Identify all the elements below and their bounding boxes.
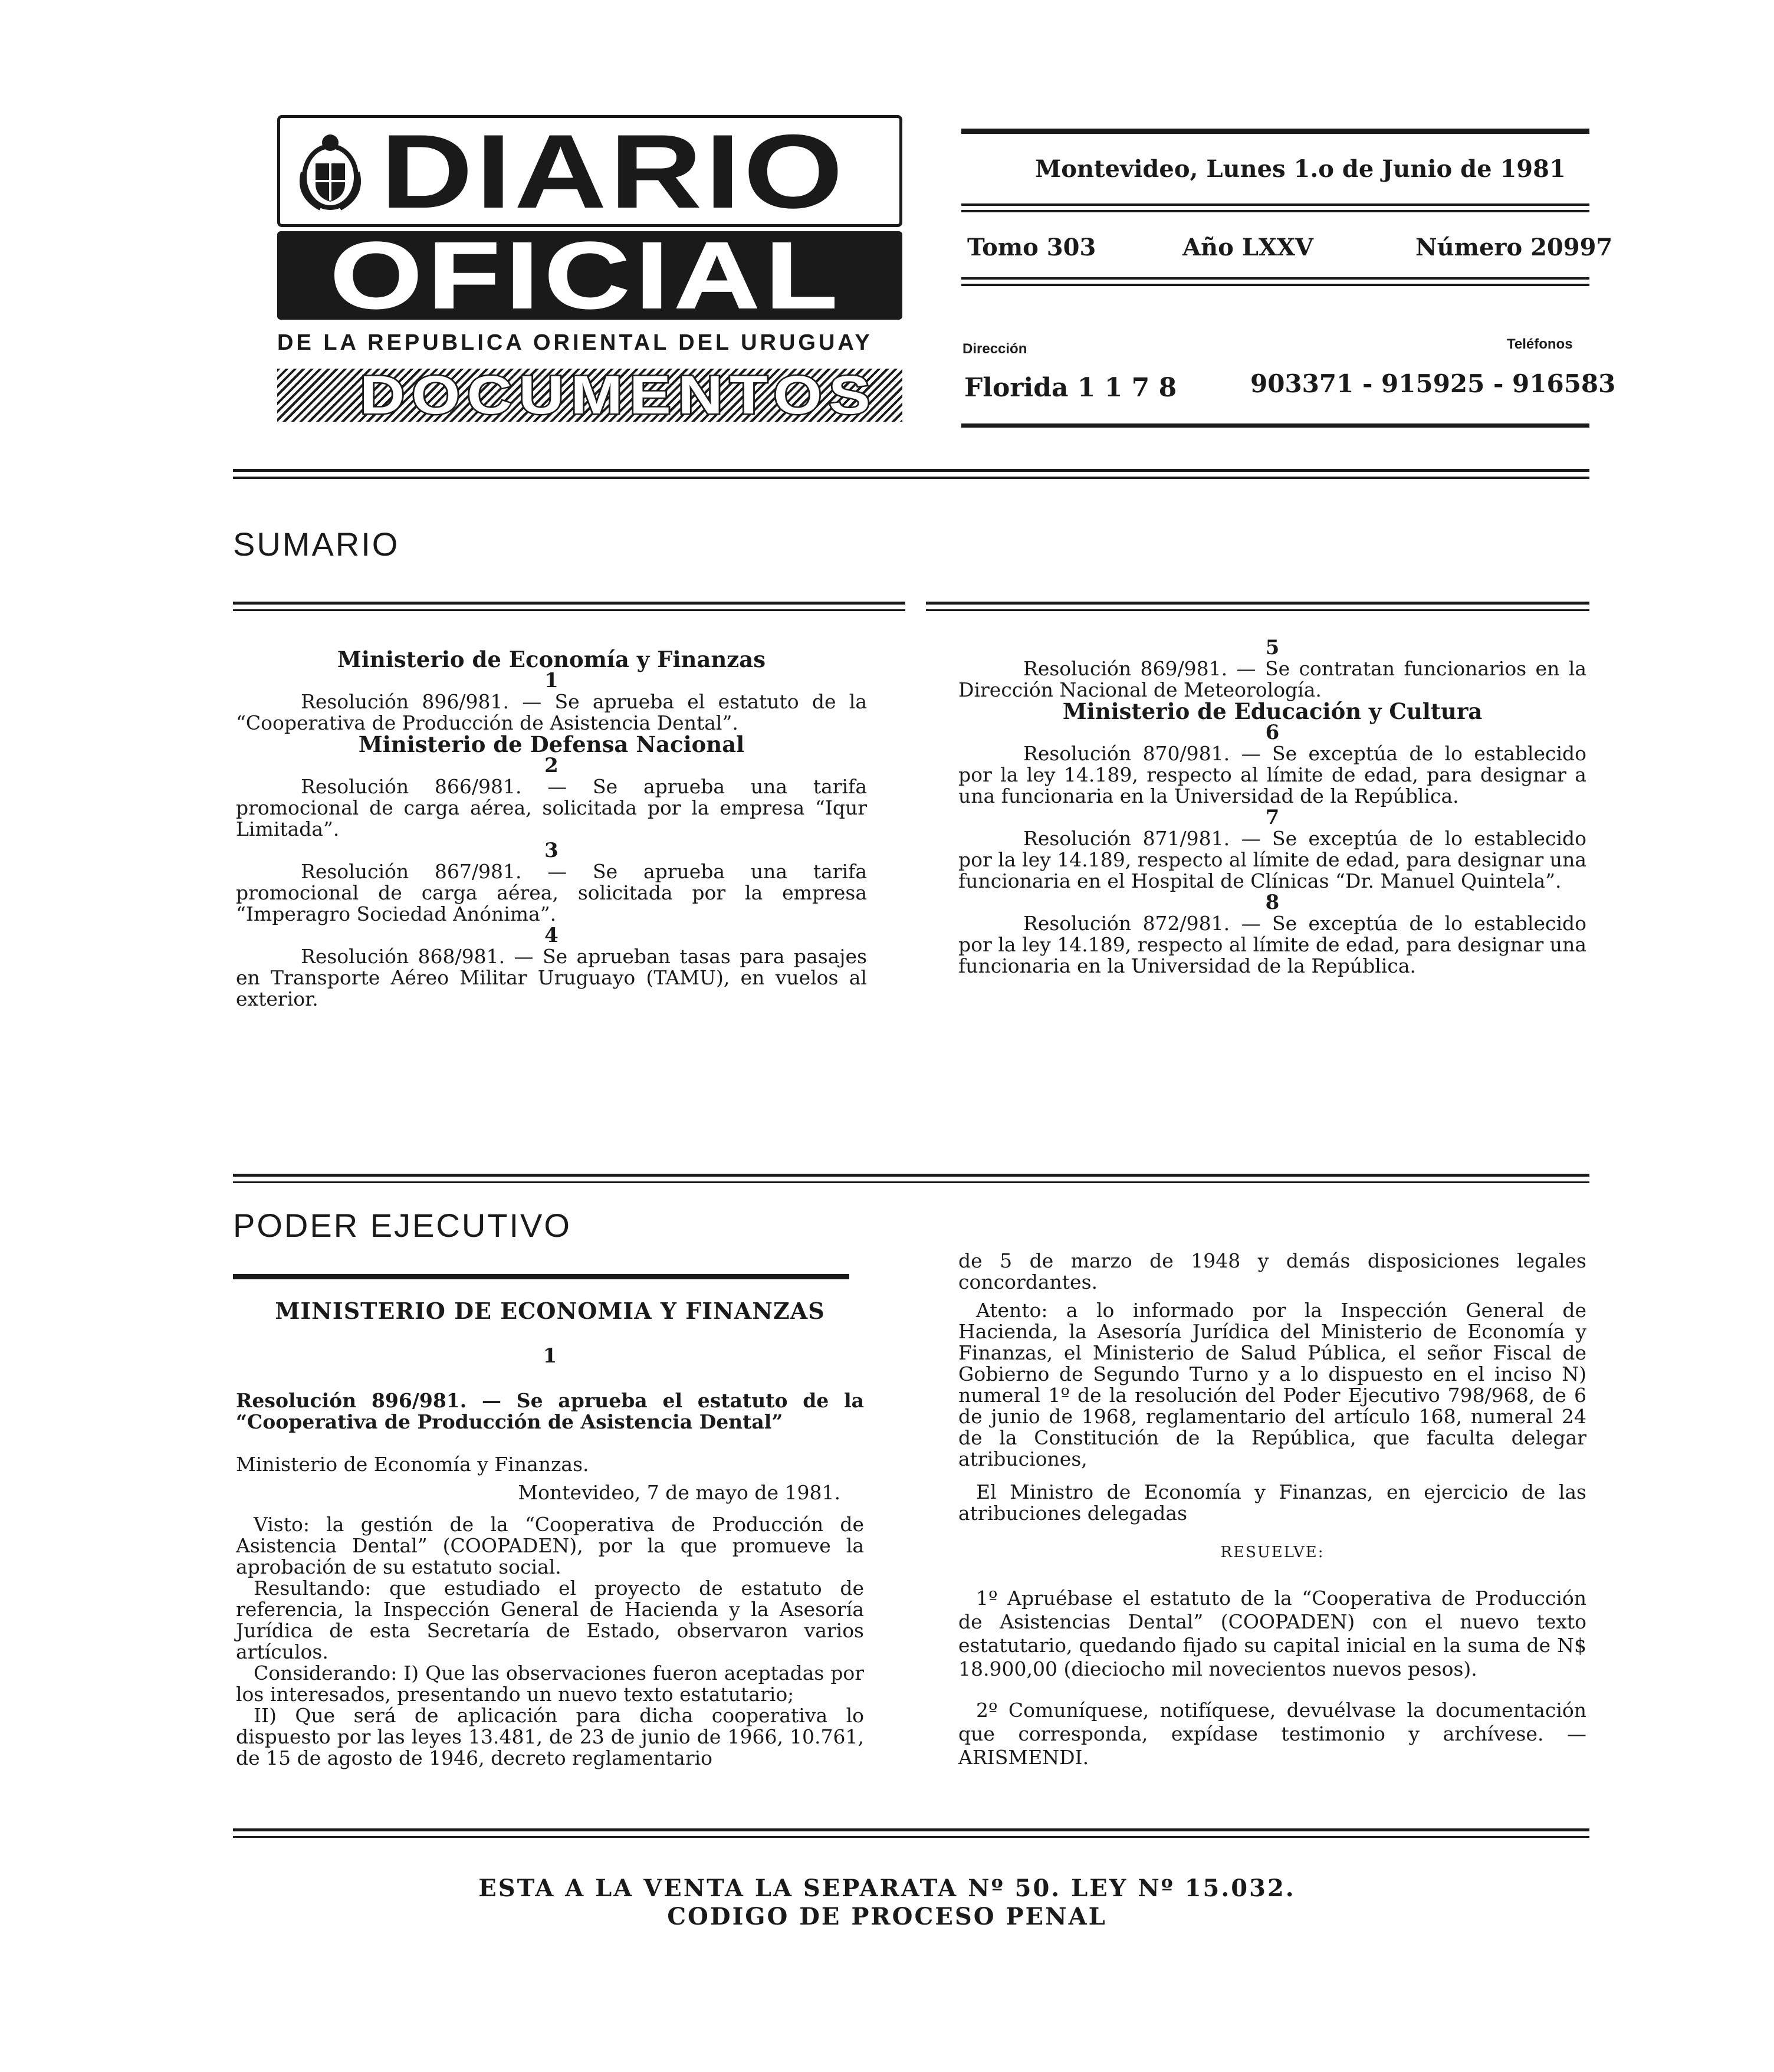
sumario-right-column xyxy=(958,637,1586,977)
sumario-item-number: 8 xyxy=(1265,891,1280,914)
sumario-ministry-heading: Ministerio de Economía y Finanzas xyxy=(337,646,766,672)
masthead-section-banner xyxy=(277,365,902,425)
resolution-number: 1 xyxy=(543,1344,557,1368)
article-1: 1º Apruébase el estatuto de la “Cooperativa de Producción de Asistencias Dental” (COOPADEN) con el nuevo texto estatutario, quedando fijado su capital inicial en la suma de N$ 18.900,00 (dieciocho mil novecientos nuevos pesos). xyxy=(958,1587,1586,1680)
resuelve: RESUELVE: xyxy=(1220,1544,1325,1561)
masthead-divider-a xyxy=(233,469,1589,472)
article-2: 2º Comuníquese, notifíquese, devuélvase la documentación que corresponda, expídase testimonio y archívese. — ARISMENDI. xyxy=(958,1699,1586,1769)
header-rule-3b xyxy=(961,284,1589,286)
sumario-left-column xyxy=(236,646,867,1010)
sumario-item-number: 1 xyxy=(544,669,559,692)
resolution-title: Resolución 896/981. — Se aprueba el estatuto de la “Cooperativa de Producción de Asistencia Dental” xyxy=(236,1389,864,1433)
sumario-item: Resolución 868/981. — Se aprueban tasas para pasajes en Transporte Aéreo Militar Uruguayo (TAMU), en vuelos al exterior. xyxy=(236,945,867,1010)
sumario-rule-left-b xyxy=(233,609,905,611)
sumario-item-number: 2 xyxy=(544,754,559,777)
anio: Año LXXV xyxy=(1182,234,1313,261)
sumario-item: Resolución 871/981. — Se exceptúa de lo establecido por la ley 14.189, respecto al límite de edad, para designar una funcionaria en el Hospital de Clínicas “Dr. Manuel Quintela”. xyxy=(958,827,1586,892)
place-date: Montevideo, 7 de mayo de 1981. xyxy=(518,1481,840,1504)
atento: Atento: a lo informado por la Inspección General de Hacienda, la Asesoría Jurídica del Ministerio de Economía y Finanzas, el Ministerio de Salud Pública, el señor Fiscal de Gobierno de Segundo Turno y a lo dispuesto en el inciso N) numeral 1º de la resolución del Poder Ejecutivo 798/968, de 6 de junio de 1968, reglamentario del artículo 168, numeral 24 de la Constitución de la República, que faculta delegar atribuciones, xyxy=(958,1299,1586,1470)
direccion: Florida 1 1 7 8 xyxy=(964,373,1177,403)
sumario-bottom-rule-b xyxy=(233,1181,1589,1183)
masthead-documentos: DOCUMENTOS xyxy=(360,365,878,425)
header-rule-2a xyxy=(961,203,1589,206)
telefonos-label: Teléfonos xyxy=(1507,336,1573,352)
masthead-diario-box xyxy=(277,113,902,230)
masthead-title-oficial: OFICIAL xyxy=(330,222,843,328)
considerando-1: Considerando: I) Que las observaciones fueron aceptadas por los interesados, presentando un nuevo texto estatutario; xyxy=(236,1661,864,1706)
resultando: Resultando: que estudiado el proyecto de estatuto de referencia, la Inspección General de Hacienda y la Asesoría Jurídica de esta Secretaría de Estado, observaron varios artículos. xyxy=(236,1577,864,1663)
sumario-ministry-heading: Ministerio de Educación y Cultura xyxy=(1062,698,1483,724)
sumario-item: Resolución 869/981. — Se contratan funcionarios en la Dirección Nacional de Meteorología. xyxy=(958,657,1586,701)
sumario-item: Resolución 872/981. — Se exceptúa de lo establecido por la ley 14.189, respecto al límite de edad, para designar una funcionaria en la Universidad de la República. xyxy=(958,912,1586,977)
header-rule-top xyxy=(961,129,1589,134)
sumario-title: SUMARIO xyxy=(233,526,400,563)
masthead-subtitle: DE LA REPUBLICA ORIENTAL DEL URUGUAY xyxy=(277,330,873,355)
ministry-heading: MINISTERIO DE ECONOMIA Y FINANZAS xyxy=(275,1298,825,1324)
footer-rule-b xyxy=(233,1836,1589,1838)
sumario-item-number: 4 xyxy=(544,924,559,947)
poder-left-column xyxy=(236,1298,864,1769)
numero: Número 20997 xyxy=(1415,234,1613,261)
sumario-rule-right-b xyxy=(926,609,1589,611)
sumario-rule-right-a xyxy=(926,602,1589,605)
continuation: de 5 de marzo de 1948 y demás disposiciones legales concordantes. xyxy=(958,1249,1586,1293)
sumario-item: Resolución 870/981. — Se exceptúa de lo establecido por la ley 14.189, respecto al límite de edad, para designar a una funcionaria en la Universidad de la República. xyxy=(958,742,1586,807)
header-rule-2b xyxy=(961,210,1589,212)
issue-date: Montevideo, Lunes 1.o de Junio de 1981 xyxy=(1035,155,1566,183)
sumario-rule-left-a xyxy=(233,602,905,605)
tomo: Tomo 303 xyxy=(967,234,1096,261)
sumario-item-number: 7 xyxy=(1265,806,1280,829)
masthead-oficial-box xyxy=(277,222,902,328)
coat-of-arms-icon xyxy=(292,131,369,214)
sumario-item-number: 6 xyxy=(1265,721,1280,744)
sale-notice-line-2: CODIGO DE PROCESO PENAL xyxy=(667,1903,1107,1930)
sumario-bottom-rule-a xyxy=(233,1174,1589,1177)
sumario-item: Resolución 866/981. — Se aprueba una tarifa promocional de carga aérea, solicitada por la empresa “Iqur Limitada”. xyxy=(236,775,867,840)
ministro: El Ministro de Economía y Finanzas, en ejercicio de las atribuciones delegadas xyxy=(958,1480,1586,1525)
header-rule-bottom xyxy=(961,423,1589,428)
sumario-item-number: 5 xyxy=(1265,636,1280,659)
header-rule-3a xyxy=(961,277,1589,280)
telefonos: 903371 - 915925 - 916583 xyxy=(1250,369,1616,398)
poder-rule xyxy=(233,1274,849,1279)
poder-ejecutivo-title: PODER EJECUTIVO xyxy=(233,1207,571,1244)
sumario-item: Resolución 896/981. — Se aprueba el estatuto de la “Cooperativa de Producción de Asistencia Dental”. xyxy=(236,690,867,734)
masthead-divider-b xyxy=(233,477,1589,479)
poder-right-column xyxy=(958,1250,1586,1769)
footer-rule-a xyxy=(233,1828,1589,1831)
issuer: Ministerio de Economía y Finanzas. xyxy=(236,1453,589,1476)
masthead-title-diario: DIARIO xyxy=(380,113,846,230)
direccion-label: Dirección xyxy=(962,341,1027,357)
sumario-item: Resolución 867/981. — Se aprueba una tarifa promocional de carga aérea, solicitada por la empresa “Imperagro Sociedad Anónima”. xyxy=(236,860,867,925)
sumario-ministry-heading: Ministerio de Defensa Nacional xyxy=(358,731,745,757)
sumario-item-number: 3 xyxy=(544,839,559,862)
considerando-2: II) Que será de aplicación para dicha cooperativa lo dispuesto por las leyes 13.481, de 23 de junio de 1966, 10.761, de 15 de agosto de 1946, decreto reglamentario xyxy=(236,1704,864,1769)
sale-notice-line-1: ESTA A LA VENTA LA SEPARATA Nº 50. LEY Nº 15.032. xyxy=(478,1874,1296,1902)
visto: Visto: la gestión de la “Cooperativa de Producción de Asistencia Dental” (COOPADEN), por la que promueve la aprobación de su estatuto social. xyxy=(236,1513,864,1578)
